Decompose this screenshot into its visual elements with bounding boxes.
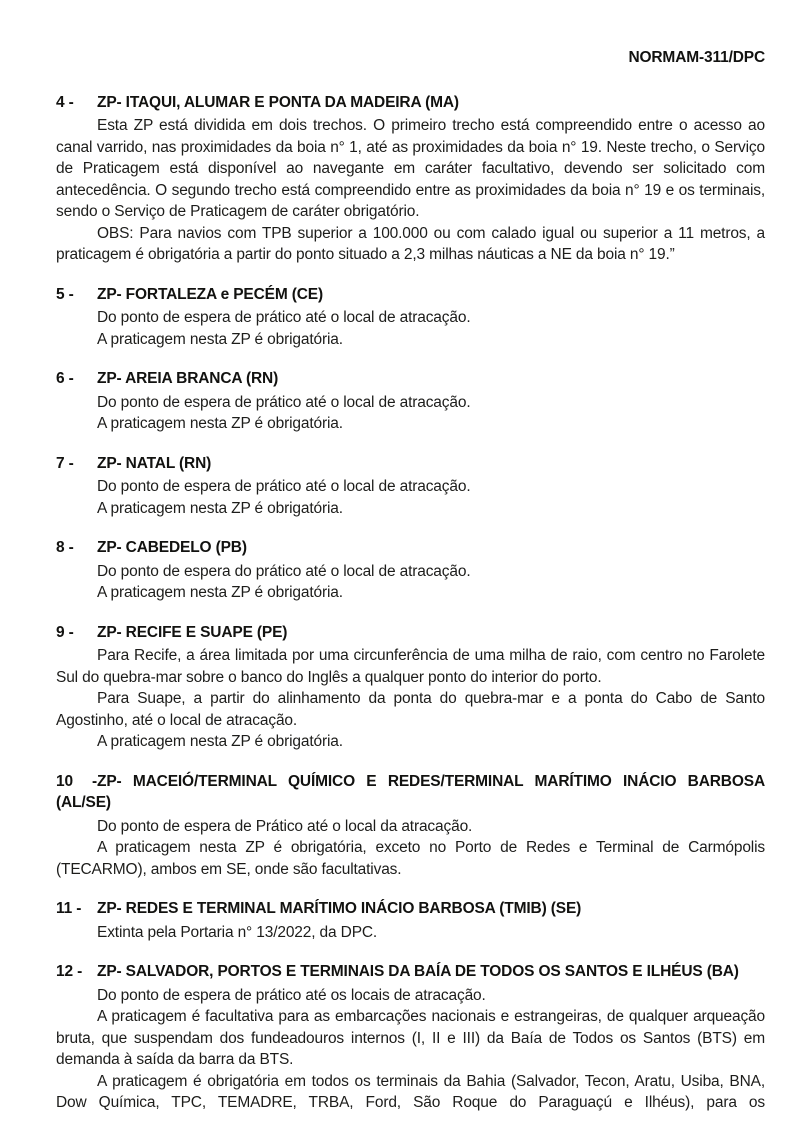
- section-heading: [56, 537, 765, 559]
- section-6: [56, 368, 765, 435]
- section-number: 11 -: [56, 900, 82, 917]
- section-11: [56, 898, 765, 943]
- paragraph: Esta ZP está dividida em dois trechos. O primeiro trecho está compreendido entre o acesso ao canal varrido, nas proximidades da boia n° 1, até as proximidades da boia n° 19. Neste trecho, o Serviço de Praticagem está disponível ao navegante em caráter facultativo, devendo ser solicitado com antecedência. O segundo trecho está compreendido entre as proximidades da boia n° 19 e os terminais, sendo o Serviço de Praticagem de caráter obrigatório.: [56, 117, 765, 220]
- section-heading: [56, 368, 765, 390]
- section-heading-line1: [56, 771, 765, 793]
- section-number: 5 -: [56, 285, 74, 303]
- section-heading-line2: (AL/SE): [56, 794, 111, 811]
- paragraph: A praticagem nesta ZP é obrigatória.: [97, 499, 343, 517]
- section-number: 4 -: [56, 93, 74, 111]
- section-number: 7 -: [56, 454, 74, 472]
- section-title: ZP- REDES E TERMINAL MARÍTIMO INÁCIO BARBOSA (TMIB) (SE): [97, 900, 582, 917]
- section-heading: [56, 898, 765, 920]
- section-title: ZP- MACEIÓ/TERMINAL QUÍMICO E REDES/TERMINAL MARÍTIMO INÁCIO BARBOSA: [97, 772, 765, 790]
- section-heading: [56, 961, 765, 983]
- section-heading: [56, 622, 765, 644]
- section-number: 10 -: [56, 772, 97, 790]
- section-heading: [56, 453, 765, 475]
- paragraph: OBS: Para navios com TPB superior a 100.000 ou com calado igual ou superior a 11 metros, a praticagem é obrigatória a partir do ponto situado a 2,3 milhas náuticas a NE da boia n° 19.”: [56, 224, 765, 263]
- paragraph: A praticagem é facultativa para as embarcações nacionais e estrangeiras, de qualquer arqueação bruta, que suspendam dos fundeadouros internos (I, II e III) da Baía de Todos os Santos (BTS) em demanda à saída da barra da BTS.: [56, 1008, 765, 1068]
- paragraph: Para Recife, a área limitada por uma circunferência de uma milha de raio, com centro no Farolete Sul do quebra-mar sobre o banco do Inglês a qualquer ponto do interior do porto.: [56, 647, 765, 686]
- section-title: ZP- FORTALEZA e PECÉM (CE): [97, 285, 324, 303]
- paragraph: A praticagem nesta ZP é obrigatória.: [97, 415, 343, 432]
- section-title: ZP- NATAL (RN): [97, 454, 212, 472]
- paragraph: A praticagem nesta ZP é obrigatória.: [97, 330, 343, 348]
- section-heading: [56, 284, 765, 306]
- paragraph: Do ponto de espera de prático até o local de atracação.: [97, 309, 471, 326]
- paragraph: A praticagem nesta ZP é obrigatória.: [97, 733, 343, 750]
- section-number: 8 -: [56, 539, 74, 556]
- paragraph: Do ponto de espera de prático até os locais de atracação.: [97, 986, 486, 1004]
- paragraph: Para Suape, a partir do alinhamento da ponta do quebra-mar e a ponta do Cabo de Santo Agostinho, até o local de atracação.: [56, 690, 765, 729]
- section-9: [56, 622, 765, 753]
- section-number: 9 -: [56, 623, 74, 641]
- section-8: [56, 537, 765, 604]
- paragraph: Extinta pela Portaria n° 13/2022, da DPC.: [97, 923, 378, 941]
- section-number: 12 -: [56, 963, 83, 980]
- section-5: [56, 284, 765, 351]
- section-title: ZP- CABEDELO (PB): [97, 539, 247, 556]
- paragraph: A praticagem nesta ZP é obrigatória, exceto no Porto de Redes e Terminal de Carmópolis (TECARMO), ambos em SE, onde são facultativas.: [56, 839, 765, 878]
- section-12: [56, 961, 765, 1114]
- paragraph: Do ponto de espera de prático até o local de atracação.: [97, 478, 471, 495]
- section-7: [56, 453, 765, 520]
- section-title: ZP- RECIFE E SUAPE (PE): [97, 623, 288, 641]
- section-heading: [56, 92, 765, 114]
- paragraph: Do ponto de espera do prático até o local de atracação.: [97, 562, 471, 580]
- doc-reference-header: NORMAM-311/DPC: [628, 49, 765, 66]
- section-title: ZP- SALVADOR, PORTOS E TERMINAIS DA BAÍA DE TODOS OS SANTOS E ILHÉUS (BA): [97, 963, 739, 980]
- document-page: [56, 47, 765, 1132]
- section-heading: [56, 771, 765, 814]
- section-4: [56, 92, 765, 266]
- section-title: ZP- AREIA BRANCA (RN): [97, 370, 279, 387]
- paragraph: Do ponto de espera de Prático até o local da atracação.: [97, 817, 473, 835]
- section-title: ZP- ITAQUI, ALUMAR E PONTA DA MADEIRA (MA): [97, 93, 459, 111]
- section-10: [56, 771, 765, 881]
- paragraph: A praticagem nesta ZP é obrigatória.: [97, 584, 343, 601]
- section-number: 6 -: [56, 370, 74, 387]
- paragraph: Do ponto de espera de prático até o local de atracação.: [97, 393, 471, 411]
- paragraph-cutoff: A praticagem é obrigatória em todos os terminais da Bahia (Salvador, Tecon, Aratu, Usiba, BNA, Dow Química, TPC, TEMADRE, TRBA, Ford, São Roque do Paraguaçú e Ilhéus), para os: [56, 1072, 765, 1111]
